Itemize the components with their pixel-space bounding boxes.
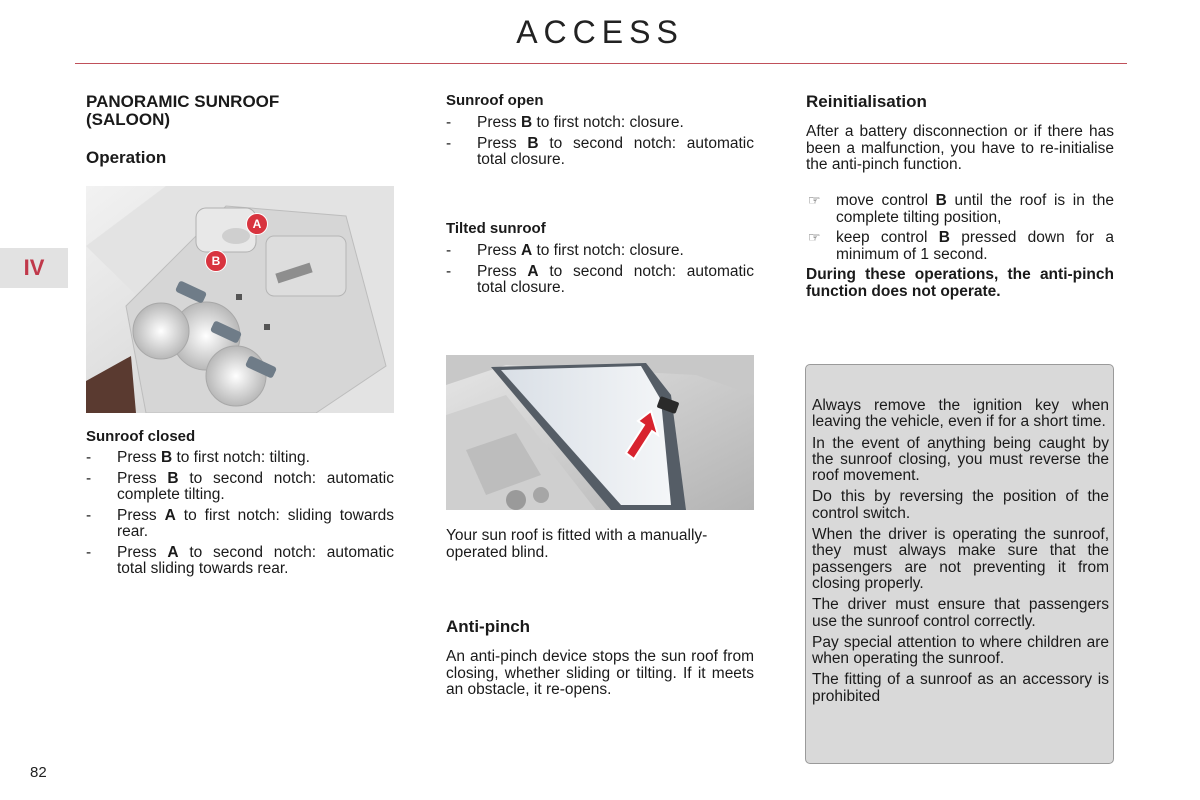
sunroof-blind-illustration — [446, 355, 754, 510]
warning-paragraph: The fitting of a sunroof as an accessory is prohibited — [812, 671, 1109, 705]
reinit-note: During these operations, the anti-pinch function does not operate. — [806, 266, 1114, 300]
open-heading: Sunroof open — [446, 92, 544, 109]
antipinch-heading: Anti-pinch — [446, 617, 531, 636]
dash-icon: - — [86, 469, 92, 487]
dash-icon: - — [446, 114, 452, 131]
warning-paragraph: The driver must ensure that passengers use the sunroof control correctly. — [812, 596, 1109, 630]
dash-icon: - — [446, 242, 452, 259]
list-item: - Press A to second notch: automatic total sliding towards rear. — [86, 543, 394, 577]
hand-pointer-icon: ☞ — [808, 192, 821, 208]
operation-heading: Operation — [86, 148, 167, 167]
control-panel-illustration — [86, 186, 394, 413]
warning-paragraph: In the event of anything being caught by the sunroof closing, you must reverse the roof movement. — [812, 434, 1109, 485]
chapter-tab: IV — [0, 248, 68, 288]
reinit-description: After a battery disconnection or if there has been a malfunction, you have to re-initialise the anti-pinch function. — [806, 123, 1114, 173]
section-heading-container — [86, 93, 346, 129]
button-a-label: A — [246, 213, 268, 235]
reinit-list — [806, 193, 1114, 267]
warning-paragraph: Pay special attention to where children are when operating the sunroof. — [812, 633, 1109, 668]
warning-paragraph: Always remove the ignition key when leaving the vehicle, even if for a short time. — [812, 397, 1109, 431]
open-list — [446, 115, 754, 173]
warning-paragraph: When the driver is operating the sunroof, they must always make sure that the passengers are not preventing it from closing properly. — [812, 526, 1109, 592]
control-panel-photo — [86, 186, 394, 413]
page-title: ACCESS — [516, 14, 684, 50]
dash-icon: - — [86, 506, 92, 524]
list-item: - Press B to second notch: automatic total closure. — [446, 134, 754, 168]
list-item: ☞ keep control B pressed down for a minimum of 1 second. — [808, 229, 1114, 263]
blind-photo — [446, 355, 754, 510]
warning-box — [805, 364, 1114, 764]
tilted-list — [446, 243, 754, 301]
dash-icon: - — [86, 543, 92, 561]
list-item: - Press A to first notch: closure. — [446, 242, 684, 259]
section-heading: PANORAMIC SUNROOF (SALOON) — [86, 92, 280, 129]
dash-icon: - — [446, 134, 452, 152]
list-item: ☞ move control B until the roof is in the complete tilting position, — [808, 192, 1114, 226]
blind-description: Your sun roof is fitted with a manually-operated blind. — [446, 527, 708, 561]
list-item: - Press A to second notch: automatic total closure. — [446, 262, 754, 296]
closed-heading: Sunroof closed — [86, 428, 196, 445]
reinit-heading: Reinitialisation — [806, 92, 927, 111]
list-item: - Press B to second notch: automatic complete tilting. — [86, 469, 394, 503]
list-item: - Press B to first notch: closure. — [446, 114, 684, 131]
button-b-label: B — [205, 250, 227, 272]
closed-list — [86, 450, 394, 582]
warning-paragraph: Do this by reversing the position of the control switch. — [812, 488, 1109, 522]
dash-icon: - — [446, 262, 452, 280]
title-divider — [75, 63, 1127, 64]
list-item: - Press B to first notch: tilting. — [86, 449, 310, 466]
antipinch-description: An anti-pinch device stops the sun roof from closing, whether sliding or tilting. If it meets an obstacle, it re-opens. — [446, 648, 754, 698]
hand-pointer-icon: ☞ — [808, 229, 821, 245]
list-item: - Press A to first notch: sliding towards rear. — [86, 506, 394, 540]
page-number: 82 — [30, 764, 47, 781]
warning-list — [812, 398, 1109, 710]
tilted-heading: Tilted sunroof — [446, 220, 546, 237]
dash-icon: - — [86, 449, 92, 466]
